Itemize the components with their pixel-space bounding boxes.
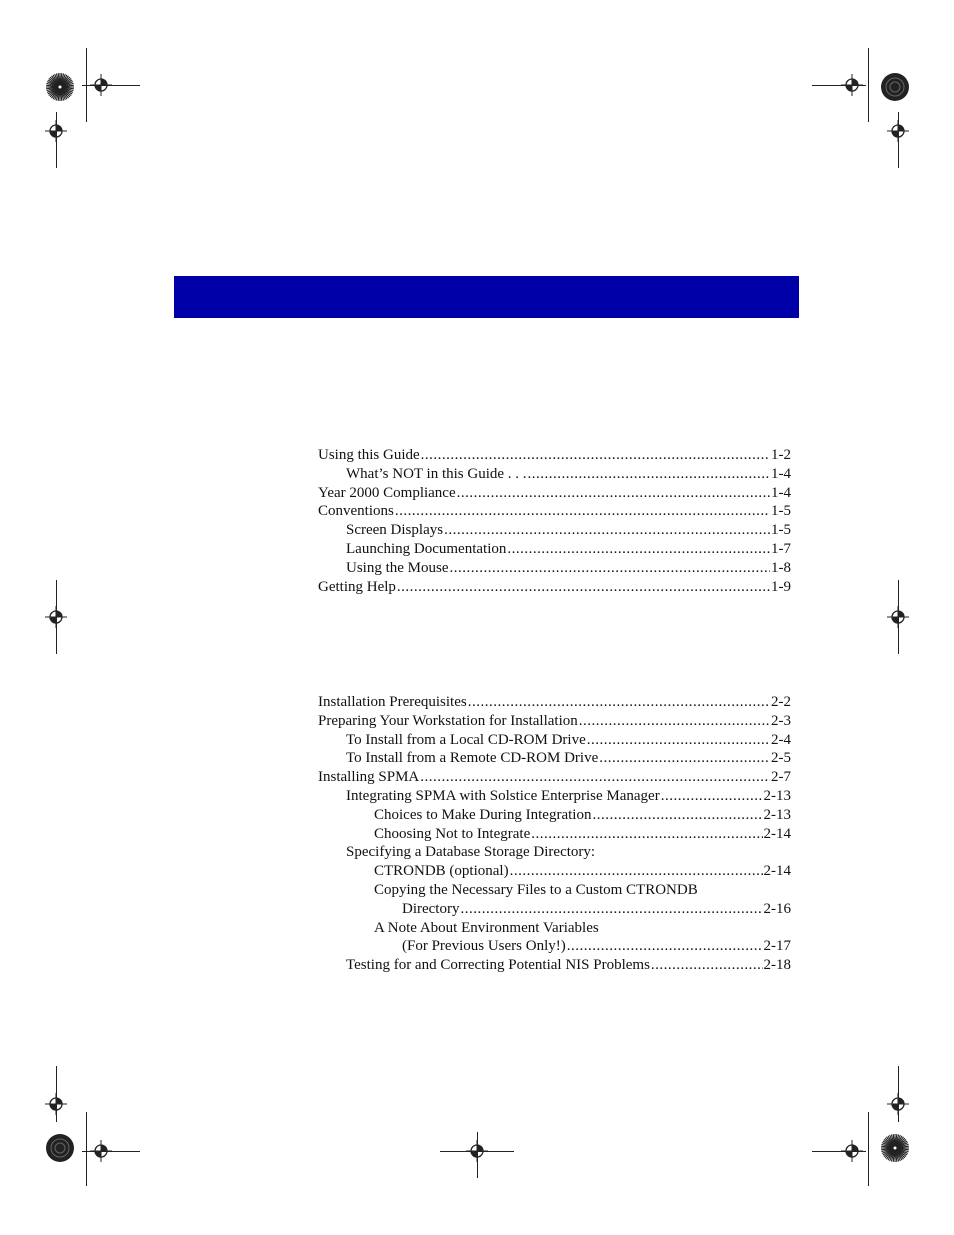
trim-line xyxy=(898,112,899,168)
dot-leader xyxy=(510,862,763,881)
toc-entry-page: 1-5 xyxy=(771,503,791,520)
toc-entry-page: 1-5 xyxy=(771,522,791,539)
toc-entry-page: 2-18 xyxy=(763,957,791,974)
toc-entry[interactable] xyxy=(318,731,791,750)
trim-line xyxy=(812,1151,866,1152)
toc-entry-label: Preparing Your Workstation for Installation xyxy=(318,712,578,729)
toc-entry[interactable] xyxy=(318,806,791,825)
toc-entry-page: 2-13 xyxy=(763,806,791,823)
trim-line xyxy=(82,85,140,86)
toc-entry-label: Getting Help xyxy=(318,578,396,595)
toc-entry-label: To Install from a Local CD-ROM Drive xyxy=(346,731,586,748)
toc-entry[interactable] xyxy=(318,749,791,768)
toc-section-1 xyxy=(318,446,791,596)
toc-entry-page: 1-7 xyxy=(771,540,791,557)
toc-entry-page: 2-4 xyxy=(771,731,791,748)
toc-entry[interactable] xyxy=(318,825,791,844)
toc-entry-label: Specifying a Database Storage Directory: xyxy=(346,844,596,861)
dot-leader xyxy=(507,540,770,559)
toc-entry[interactable] xyxy=(318,484,791,503)
toc-entry[interactable] xyxy=(318,446,791,465)
trim-line xyxy=(86,1112,87,1186)
toc-entry[interactable] xyxy=(318,919,791,938)
trim-line xyxy=(868,48,869,122)
toc-entry-label: Screen Displays xyxy=(346,522,444,539)
toc-entry-page: 1-4 xyxy=(771,465,791,482)
dot-leader xyxy=(592,806,762,825)
toc-entry-label: Directory xyxy=(402,900,460,917)
toc-entry[interactable] xyxy=(318,768,791,787)
dot-leader xyxy=(421,446,770,465)
toc-entry[interactable] xyxy=(318,843,791,862)
dot-leader xyxy=(444,521,770,540)
toc-entry-label: Installing SPMA xyxy=(318,769,420,786)
starburst-icon xyxy=(45,1133,75,1163)
trim-line xyxy=(56,112,57,168)
toc-entry-page: 2-3 xyxy=(771,712,791,729)
toc-entry-page: 2-2 xyxy=(771,694,791,710)
dot-leader xyxy=(651,956,763,975)
toc-entry-page: 2-5 xyxy=(771,750,791,767)
starburst-icon xyxy=(45,72,75,102)
toc-entry-label: (For Previous Users Only!) xyxy=(402,938,566,955)
toc-entry[interactable] xyxy=(318,862,791,881)
starburst-icon xyxy=(880,1133,910,1163)
toc-entry-label: Copying the Necessary Files to a Custom CTRONDB xyxy=(374,881,698,898)
dot-leader xyxy=(460,900,762,919)
trim-line xyxy=(898,1066,899,1122)
dot-leader xyxy=(567,937,763,956)
toc-entry-page: 2-14 xyxy=(763,825,791,842)
toc-entry-page: 1-2 xyxy=(771,447,791,463)
toc-entry-label: To Install from a Remote CD-ROM Drive xyxy=(346,750,599,767)
toc-entry-label: Launching Documentation xyxy=(346,540,507,557)
toc-entry[interactable] xyxy=(318,540,791,559)
toc-entry-page: 1-4 xyxy=(771,484,791,501)
dot-leader xyxy=(420,768,770,787)
toc-entry[interactable] xyxy=(318,521,791,540)
toc-entry-page: 2-16 xyxy=(763,900,791,917)
toc-entry[interactable] xyxy=(318,578,791,597)
toc-entry[interactable] xyxy=(318,937,791,956)
toc-entry[interactable] xyxy=(318,693,791,712)
toc-entry-label: Year 2000 Compliance xyxy=(318,484,456,501)
dot-leader xyxy=(457,484,770,503)
trim-line xyxy=(56,1066,57,1122)
toc-entry-label: Integrating SPMA with Solstice Enterprise Manager xyxy=(346,787,660,804)
toc-entry-label: Testing for and Correcting Potential NIS Problems xyxy=(346,957,650,974)
toc-entry-label: Choices to Make During Integration xyxy=(374,806,592,823)
toc-entry-label: CTRONDB (optional) xyxy=(374,863,509,880)
toc-entry-label: Using the Mouse xyxy=(346,559,449,576)
trim-line xyxy=(898,580,899,654)
dot-leader xyxy=(587,731,770,750)
starburst-icon xyxy=(880,72,910,102)
toc-entry-page: 1-9 xyxy=(771,578,791,595)
trim-line xyxy=(82,1151,140,1152)
dot-leader xyxy=(528,465,770,484)
toc-entry[interactable] xyxy=(318,900,791,919)
trim-line xyxy=(56,580,57,654)
dot-leader xyxy=(531,825,762,844)
toc-entry[interactable] xyxy=(318,881,791,900)
toc-entry-page: 2-14 xyxy=(763,863,791,880)
toc-entry-page: 2-7 xyxy=(771,769,791,786)
toc-entry[interactable] xyxy=(318,712,791,731)
toc-entry-page: 1-8 xyxy=(771,559,791,576)
toc-entry[interactable] xyxy=(318,465,791,484)
toc-entry[interactable] xyxy=(318,956,791,975)
toc-entry[interactable] xyxy=(318,787,791,806)
toc-entry-page: 2-17 xyxy=(763,938,791,955)
toc-section-2 xyxy=(318,693,791,975)
dot-leader xyxy=(468,693,770,712)
toc-entry-label: What’s NOT in this Guide . . . xyxy=(346,465,527,482)
dot-leader xyxy=(579,712,770,731)
toc-entry-label: A Note About Environment Variables xyxy=(374,919,599,936)
trim-line xyxy=(812,85,866,86)
dot-leader xyxy=(395,502,770,521)
trim-line xyxy=(868,1112,869,1186)
dot-leader xyxy=(397,578,770,597)
toc-entry[interactable] xyxy=(318,502,791,521)
dot-leader xyxy=(450,559,771,578)
trim-line xyxy=(477,1132,478,1178)
toc-entry-label: Installation Prerequisites xyxy=(318,694,467,710)
chapter-title-bar xyxy=(174,276,799,318)
toc-entry-label: Using this Guide xyxy=(318,447,420,463)
toc-entry-label: Conventions xyxy=(318,503,394,520)
dot-leader xyxy=(661,787,763,806)
toc-entry[interactable] xyxy=(318,559,791,578)
toc-entry-page: 2-13 xyxy=(763,787,791,804)
dot-leader xyxy=(599,749,770,768)
toc-entry-label: Choosing Not to Integrate xyxy=(374,825,531,842)
